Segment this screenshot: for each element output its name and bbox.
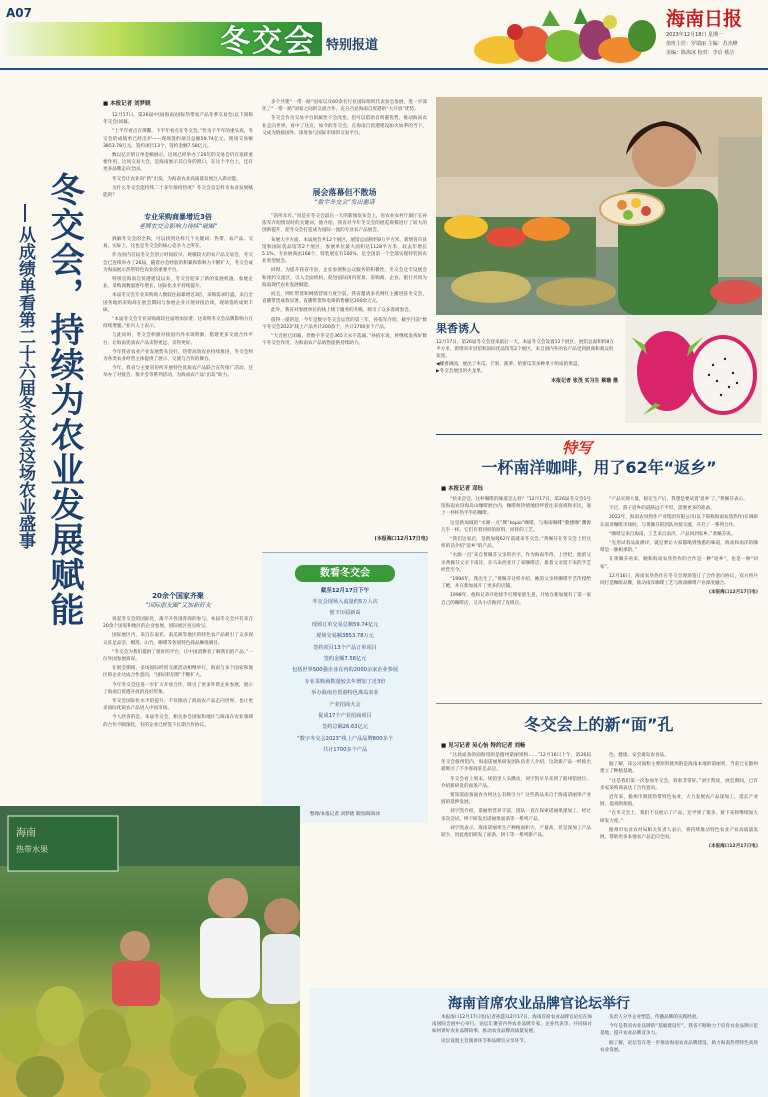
coffee-paragraph: 在黄佩芬看来，她和海南农垦热作的合作是一种“返乡”，也是一种“回家”。 <box>600 557 758 570</box>
col2-dateline: (本报海口12月17日电) <box>374 536 428 542</box>
photo-credit: 本报记者 张茂 实习生 蔡璇 摄 <box>551 378 618 385</box>
lead-paragraph: 冬交会国际化水平的提升，不仅推动了海南农产品走向世界，也让更多国际优质农产品进入中国市场。 <box>103 699 253 712</box>
caption-text: 12月17日，第26届冬交会迎来最后一天。本届冬交会设置12个展区，展馆总面积约8万平方米，新增省市县馆和国际优品馆等2个展区，来自国内外的农产品受到展商和观众的欢迎。 <box>436 340 614 360</box>
noodle-paragraph: 冬交会看上周末，场馆里人头攒动，刘宇凯早早来到了儋州馆展位，介绍新研发的面条产品。 <box>441 776 591 789</box>
lead-paragraph: 12月17日，第26届中国(海南)国际热带农产品冬季交易会(以下简称冬交会)闭幕。 <box>103 113 253 126</box>
coffee-paragraph: “产品实现大量，稳定生产后，我想是要试着‘返乡’了。”黄佩芬表示。 <box>609 497 748 502</box>
lead-paragraph: 作为国内首届冬交会创立时间较早、规模较大的农产品交易会，冬交会已连续举办了26届，随着办会经验的积累和影响力不断扩大，冬交会成为海南展示热带特色农业的重要平台。 <box>103 253 253 273</box>
coffee-top-rule <box>436 434 762 435</box>
stat-item: 产业招商大会 <box>329 701 361 708</box>
noodle-paragraph: (本报海口12月17日电) <box>708 844 758 850</box>
lead-paragraph: 拆解冬交会的全称，可以找到这样几个关键词：热带、农产品、交易。实际上，这也是冬交会的核心竞争力之所在。 <box>103 237 253 250</box>
numbers-box-footer: 整理/本报记者 刘梦晓 制图/陈海冰 <box>309 812 381 817</box>
coffee-headline: 一杯南洋咖啡，用了62年“返乡” <box>481 458 717 477</box>
page-number: A07 <box>6 6 32 20</box>
stat-item: 创下历届新高 <box>329 610 361 617</box>
lead-paragraph: 在展会期间，多场国际经贸交流活动相继举行，海南与多个国家和地区的企业达成合作意向，“国际朋友圈”不断扩大。 <box>103 666 253 679</box>
lead-paragraph: 为什么冬交会能持续二十多年保持热度？冬交会是怎样为农业发展赋能的？ <box>103 185 253 199</box>
col2-top <box>262 99 427 185</box>
coffee-paragraph: “快来尝尝，这杯咖啡的味道怎么样？”12月17日，第26届冬交会1号馆海南农垦海岛山咖啡展台内，咖啡师热情地招呼着往来客商和市民，递上一杯杯热乎乎的咖啡。 <box>441 497 591 517</box>
noodle-col-left <box>441 752 591 967</box>
coffee-paragraph: “先用试着品质测评，就是要让大家都喝到熟悉的味道，海南和南洋的咖啡是一脉相承的。” <box>600 541 758 554</box>
noodle-paragraph: 要知道面条面食为何这么有吸引力？这些新品来自于海南诺丽果产业链的延伸发展。 <box>441 793 591 806</box>
forum-col-right <box>600 1014 758 1094</box>
coffee-paragraph: (本报海口12月17日电) <box>708 590 758 596</box>
subheadline-dash <box>24 204 26 222</box>
coffee-byline: ■ 本报记者 邓钰 <box>441 486 484 492</box>
fruit-caption <box>436 320 618 384</box>
col2-paragraph: 多个共建“一带一路”国家以及60余名行业国际组织代表参会参展，进一步深化了“一带一路”国家之间的交流合作，充分凸显海南自贸港的“大开放”优势。 <box>262 100 427 113</box>
lead-paragraph: “本届冬交会专业采购商较往届增加显著，这说明冬交会品牌影响力在持续增强。”业内人士表示。 <box>103 317 253 330</box>
lead-paragraph: 说起冬交会的国际化，离不开各国客商的参与。本届冬交会共有来自20余个国家和地区的企业参展，国际展区亮点纷呈。 <box>103 617 253 630</box>
coffee-paragraph: 不过，游子返乡的道路远不平坦，需要更多的准备。 <box>609 506 715 512</box>
col2-paragraph: 值得一提的是，今年是数字冬交会运营的第三年，孙依军介绍，截至目前“数字冬交会2023”线上产品共计200余个，共计1700多个产品。 <box>262 317 427 330</box>
noodle-byline: ■ 见习记者 吴心怡 特约记者 刘畅 <box>441 743 526 749</box>
noodle-paragraph: 近年来，儋州市围绕热带特色农业，大力发展农产品深加工，延长产业链，提高附加值。 <box>600 795 758 808</box>
date-line: 2023年12月18日 星期一 <box>666 32 724 38</box>
numbers-list <box>268 597 422 757</box>
section-subheading-3: “数字冬交会”发出邀请 <box>314 199 375 206</box>
caption-title: 果香诱人 <box>436 322 480 335</box>
stat-item: 举办海南自贸港特色离岛农业 <box>311 690 379 697</box>
col2-paragraph: 同时，为提升我省市县、企业参展和公众服务的积极性，冬交会还专设展会和预约交流区，引入全面机构，促进国际国内贸易、采购商、企业、银行共同为海南现代农业发展赋能。 <box>262 268 427 288</box>
lead-subheadline: 从成绩单看第二十六届冬交会这场农业盛事 <box>15 226 35 549</box>
noodle-top-rule <box>436 703 762 704</box>
noodle-paragraph: “这款面条的面粉用的是儋州诺丽果粉……”12月16日上午，第26届冬交会儋州馆内，海南诺丽果研发团队负责人介绍，这款新产品一经推出就吸引了不少客商驻足品尝。 <box>441 753 591 773</box>
noodle-paragraph: “在冬交会上，我们不仅展示了产品，还学到了很多，接下来将继续加大研发力度。” <box>600 811 758 824</box>
stat-item: 签约项目13个产品订单项目 <box>313 644 377 651</box>
sign-label-2: 热带水果 <box>16 845 48 854</box>
col2-paragraph: 冬交会作为交易平台的属性不会改变。但可以借助自贸港优势，推动海南农业走向世界。看中了这点，如今的冬交会，在海南自贸港建设如火如荼的当下，又成为链接国外、深度参与国际市场的交易平台。 <box>262 116 427 136</box>
dragon-fruit-photo <box>625 315 762 423</box>
lead-paragraph: 特别是海南自贸港建设以来，冬交会迎来了新的发展机遇，参展企业、采购商数量逐年增长，国际化水平持续提升。 <box>103 277 253 290</box>
stat-item: 签约总额26.63亿元 <box>322 724 368 731</box>
section-heading-3: 展会落幕但不散场 <box>312 188 377 197</box>
editors-line-1: 值班主任：罗瑞丽 主编：苏杰峰 <box>666 41 738 47</box>
lead-column-top <box>103 112 253 210</box>
lead-paragraph: 与此同时，冬交会积极对接国内外市场资源，搭建更多交流合作平台，让海南优质农产品卖得更远、卖得更好。 <box>103 333 253 346</box>
section-subheading-2: “国际朋友圈”又加新好友 <box>144 602 212 609</box>
lead-headline: 冬交会，持续为农业发展赋能 <box>44 172 84 627</box>
stat-item: 促成17个产业招商项目 <box>318 713 372 720</box>
forum-headline: 海南首席农业品牌官论坛举行 <box>448 996 630 1012</box>
noodle-paragraph: 色、健康、安全离岛农食品。 <box>609 753 669 758</box>
coffee-paragraph: “咖啡豆来自海南，工艺来自南洋，产品回到家乡。”黄佩芬说。 <box>609 531 736 537</box>
section-heading-2: 20余个国家齐聚 <box>152 592 204 600</box>
col2-paragraph: “大会展已闭幕，但数字冬交会365天永不落幕。”孙依军说，将继续发挥好数字冬交会作用，为海南农产品销售提供持续助力。 <box>262 334 427 347</box>
caption-text: ▶冬交会展出的火龙果。 <box>436 368 486 374</box>
section-title: 冬交会 <box>220 24 316 59</box>
lead-paragraph: 冬交会让农业向“新”出发，为海南农业高质量发展注入新动能。 <box>112 176 241 182</box>
editors-line-2: 美编：陈海冰 校对：李启 蔡洁 <box>666 50 735 56</box>
noodle-paragraph: “这是我们第一次参加冬交会，效果非常好。”刘宇凯说，展会期间，已有多家采购商表达了合作意向。 <box>600 778 758 791</box>
lead-paragraph: 本届冬交会专业采购商人数较往届暴增近3倍，采购需求旺盛。来自全国各地的采购商在展会期间与参展企业开展对接洽谈，现场签约成果丰硕。 <box>103 293 253 313</box>
lead-paragraph: 数以亿计的订单金额展示，这场已经举办了26年的交易会仍在发挥重要作用。这场交易大会，是海南展示其自身的窗口，在这个平台上，还有更多品牌走向全国。 <box>103 153 253 173</box>
stat-item: 冬交会现场入流量约5万人次 <box>312 599 378 605</box>
caption-text: ◀椰香满园，展出了木瓜、芒果、菠萝、哈密瓜等多种果干组成的果盘。 <box>436 361 582 367</box>
forum-paragraph: 本报海口12月17日电(记者孙慧)12月17日，海南首席农业品牌官论坛在海南国际会展中心举行。论坛汇聚省内外农业品牌专家、企业代表等，共同探讨如何讲好农业品牌故事、推动农业品牌高质量发展。 <box>432 1015 592 1035</box>
numbers-box-title: 数看冬交会 <box>295 565 395 582</box>
lead-paragraph: 今年冬交会还进一步扩大开放合作，吸引了更多外资企业参展，展示了海南自贸港开放的良好形象。 <box>103 682 253 695</box>
col2-paragraph: “前所未有。”说是在冬交会最后一天的新闻发布会上，省农业农村厅副厅长孙依军介绍情况时的关键词。他介绍，我省对今年冬交会的展览规模进行了较大的创新提升，把冬交会打造成为国际一流的专业农产品展会。 <box>262 214 427 234</box>
lead-paragraph: 国际展区内，来自东南亚、南美洲等地区的特色农产品吸引了众多观众驻足品尝，榴莲、山竹、咖啡等各国特色商品琳琅满目。 <box>103 633 253 646</box>
numbers-box <box>262 552 428 823</box>
page-header <box>0 0 768 72</box>
coffee-col-left <box>441 496 591 644</box>
fruit-banner-illustration <box>470 4 660 68</box>
fruit-vendor-photo <box>436 97 762 315</box>
caption-body <box>436 339 618 375</box>
stat-item: “数字冬交会2023”线上产品品牌800多个 <box>297 735 393 742</box>
forum-paragraph: 据了解，论坛旨在进一步推动海南农业品牌建设，助力海南热带特色高效农业发展。 <box>600 1040 758 1053</box>
noodle-paragraph: 据了解，该公司面粉主要原料使用的是海南本地的诺丽果，当前已在儋州建立了种植基地。 <box>600 762 758 775</box>
stat-item: 专业采购商数量较去年增加了近3倍 <box>304 678 386 685</box>
lead-paragraph: 今人欣喜的是，本届冬交会，相关参会国家和地区与海南在农业领域的合作不断深化，有的企业已经签下长期合作协议。 <box>103 715 253 728</box>
stat-item: 现场交易额3853.78万元 <box>316 633 374 640</box>
coffee-paragraph: 这是新加坡的“水源一点”牌“kopio”咖啡，与海南咖啡“歌德咖”渊源几乎一样。它们有着同样的原料，同样的工艺。 <box>441 520 591 533</box>
section-subheading-1: 老牌农交会影响力持续“破圈” <box>138 223 218 230</box>
sign-label-1: 海南 <box>16 828 36 839</box>
coffee-col-right <box>600 496 758 644</box>
coffee-paragraph: “水源一点”来自黄佩芬父亲的名字。作为海南华侨，上世纪，他的父亲黄佩芬父亲下南洋，在马来西亚开了家咖啡店，靠着父亲留下来的手艺经营至今。 <box>441 553 591 573</box>
paper-name: 海南日报 <box>666 8 743 30</box>
col2-body <box>262 213 427 533</box>
durian-photo <box>0 806 300 1097</box>
durian-photo-scene <box>0 806 300 1097</box>
forum-paragraph: 负责人分享企业塑造、传播品牌的实践经验。 <box>609 1015 701 1020</box>
coffee-paragraph: 12月16日，海南农垦热作在冬交会现场签订了合作意向协议，双方将共同打造咖啡品牌，推动南洋咖啡工艺与海南咖啡产业深度融合。 <box>600 573 758 587</box>
forum-paragraph: 论坛设置主旨演讲环节和品牌官分享环节。 <box>441 1038 529 1044</box>
noodle-paragraph: 刘宇凯表示，海南诺丽果生产种植面积大，产量高，但是深加工产品较少，因此他们研发了面条、饼干等一系列新产品。 <box>441 825 591 839</box>
coffee-paragraph: 1998年，他和兄弟开始接手打理家族生意，开始在新加坡有了第一家自己的咖啡店，又从小店做到了连锁店。 <box>441 593 591 606</box>
numbers-box-subtitle: 截至12月17日下午 <box>320 588 370 594</box>
section-heading-1: 专业采购商暴增近3倍 <box>144 213 212 221</box>
stat-item: 签约金额7.58亿元 <box>323 656 367 663</box>
header-rule <box>0 68 768 70</box>
noodle-paragraph: 刘宇凯介绍，诺丽果营养丰富，团队一直在探索诺丽果深加工，经过多次尝试，终于研发出诺丽果面条等一系列产品。 <box>441 809 591 822</box>
col2-paragraph: 布展大平方面，本届展会共12个展区，展馆总面积约8万平方米，新增省市县馆和国际优品馆等2个展区，参展单位最大面积达1128平方米，较去年增长5.1%。专业展商由168个，特装展室有100%，是全国第一个全部实现特装的农业类型展会。 <box>262 237 427 265</box>
section-subtitle: 特别报道 <box>326 38 379 53</box>
lead-paragraph: 今年我省农业产业发展势头良好，热带高效农业持续推进，冬交会则为各类农业经营主体提供了展示、交流与合作的舞台。 <box>103 349 253 363</box>
lead-paragraph: “冬交会为我们提供了很好的平台，让中国消费者了解我们的产品。”一位外国参展商说。 <box>103 649 253 663</box>
fruit-vendor-scene <box>436 97 762 315</box>
lead-paragraph: 今年，我省与主要省份所开展特色优质农产品联合宣传推广活动，还举办了对接会、推介会等系列活动，为海南农产品“出岛”助力。 <box>103 366 253 379</box>
forum-paragraph: 今年是我省农业品牌的“基础建设年”，我省不断助力于培育农业品牌示范基地，提升农业品牌竞争力。 <box>600 1024 758 1037</box>
stat-item: 包括世界500强企业在内的2000余家企业参展 <box>291 667 399 674</box>
coffee-paragraph: “我们这家店，是新加坡62年前就来冬交会。”黄佩芬在冬交会上用这样的话介绍“返乡”的产品。 <box>441 537 591 550</box>
dragon-fruit-scene <box>625 315 762 423</box>
stat-item: 现场订单交易总额59.74亿元 <box>311 621 379 628</box>
col2-paragraph: 而且，网红带货和网络营销力度空前。我省邀请多名网红主播进驻冬交会，直播带货成效显著。直播带货和电商销售额达200余万元。 <box>262 292 427 305</box>
coffee-paragraph: “1994年，我出生了。”黄佩芬这样介绍，她的父亲将咖啡手艺传授给了她，并在新加坡开了更多的店铺。 <box>441 577 591 590</box>
lead-column-mid <box>103 236 253 566</box>
coffee-paragraph: 2022年，海南农垦热作产业集团有限公司(以下简称海南农垦热作)在调研东南亚咖啡市场时，与黄佩芬的团队对接交流，开启了一系列合作。 <box>600 515 758 528</box>
lead-byline: ■ 本报记者 刘梦晓 <box>103 101 151 107</box>
noodle-col-right <box>600 752 758 967</box>
lead-paragraph: “上半年看点在博鳌，下半年看点在冬交会。”作为下半年的重头戏，冬交会的成绩单已经出炉——现场签约项目总额59.74亿元，现场交易额3853.78万元，签约项目13个，签约金额7.58亿元。 <box>103 129 253 149</box>
forum-col-left <box>432 1014 592 1094</box>
noodle-paragraph: 儋州市农业农村局相关负责人表示，将持续推动特色农业产业高质量发展，帮助更多本地农产品走向全国。 <box>600 827 758 841</box>
noodle-headline: 冬交会上的新“面”孔 <box>524 715 674 734</box>
col2-paragraph: 此外，我省对参展单位的线上线下服务的升级，吸引了众多客商参会。 <box>271 308 414 314</box>
stat-item: 共计1700多个产品 <box>322 747 368 754</box>
coffee-tag: 特写 <box>562 439 593 457</box>
